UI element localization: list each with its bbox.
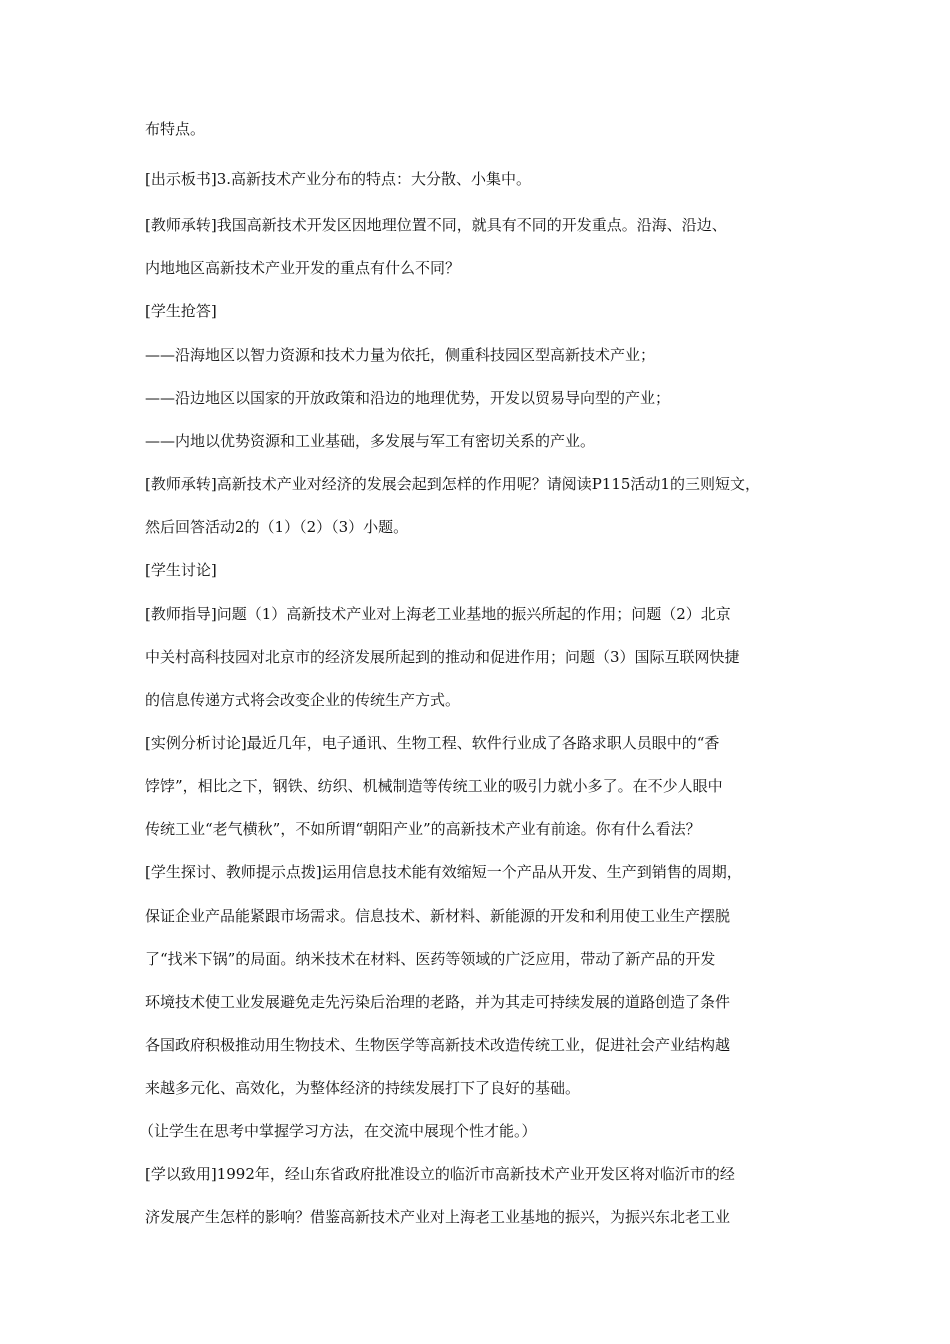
text-line: ——内地以优势资源和工业基础，多发展与军工有密切关系的产业。 [145,432,596,450]
text-line: [教师指导]问题（1）高新技术产业对上海老工业基地的振兴所起的作用；问题（2）北京 [145,605,731,623]
text-line: 来越多元化、高效化，为整体经济的持续发展打下了良好的基础。 [145,1079,581,1097]
text-line: [出示板书]3.高新技术产业分布的特点：大分散、小集中。 [145,170,532,188]
text-line: [教师承转]高新技术产业对经济的发展会起到怎样的作用呢？请阅读P115活动1的三则短文， [145,475,760,493]
text-line: 布特点。 [145,120,206,138]
text-line: 了“找米下锅”的局面。纳米技术在材料、医药等领域的广泛应用，带动了新产品的开发 [145,950,716,968]
text-line: [教师承转]我国高新技术开发区因地理位置不同，就具有不同的开发重点。沿海、沿边、 [145,216,727,234]
text-line: ——沿海地区以智力资源和技术力量为依托，侧重科技园区型高新技术产业； [145,346,656,364]
text-line: 各国政府积极推动用生物技术、生物医学等高新技术改造传统工业，促进社会产业结构越 [145,1036,731,1054]
text-line: [实例分析讨论]最近几年，电子通讯、生物工程、软件行业成了各路求职人员眼中的“香 [145,734,720,752]
text-line: 中关村高科技园对北京市的经济发展所起到的推动和促进作用；问题（3）国际互联网快捷 [145,648,740,666]
text-line: [学生讨论] [145,561,217,579]
text-line: 传统工业“老气横秋”，不如所谓“朝阳产业”的高新技术产业有前途。你有什么看法？ [145,820,701,838]
text-line: [学以致用]1992年，经山东省政府批准设立的临沂市高新技术产业开发区将对临沂市的经 [145,1165,735,1183]
text-line: 然后回答活动2的（1）（2）（3）小题。 [145,518,409,536]
text-line: 济发展产生怎样的影响？借鉴高新技术产业对上海老工业基地的振兴，为振兴东北老工业 [145,1208,731,1226]
text-line: ——沿边地区以国家的开放政策和沿边的地理优势，开发以贸易导向型的产业； [145,389,671,407]
text-line: （让学生在思考中掌握学习方法，在交流中展现个性才能。） [139,1122,537,1140]
text-line: 保证企业产品能紧跟市场需求。信息技术、新材料、新能源的开发和利用使工业生产摆脱 [145,907,731,925]
text-line: 的信息传递方式将会改变企业的传统生产方式。 [145,691,461,709]
text-line: 环境技术使工业发展避免走先污染后治理的老路，并为其走可持续发展的道路创造了条件 [145,993,731,1011]
text-line: 内地地区高新技术产业开发的重点有什么不同？ [145,259,461,277]
text-line: [学生探讨、教师提示点拨]运用信息技术能有效缩短一个产品从开发、生产到销售的周期， [145,863,742,881]
text-line: 饽饽”，相比之下，钢铁、纺织、机械制造等传统工业的吸引力就小多了。在不少人眼中 [145,777,723,795]
text-line: [学生抢答] [145,302,217,320]
